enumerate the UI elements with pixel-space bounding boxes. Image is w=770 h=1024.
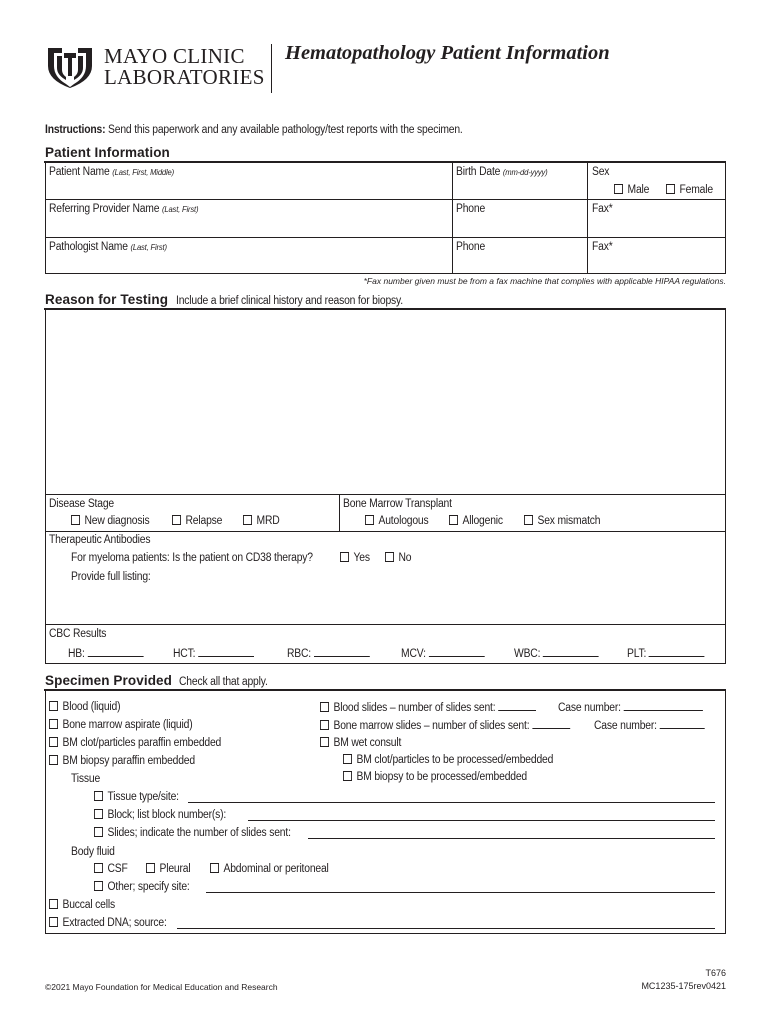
reason-heading-row (45, 291, 428, 309)
blood-checkbox[interactable]: Blood (liquid) (49, 700, 120, 714)
checkbox-icon[interactable] (343, 754, 352, 764)
instructions-label: Instructions: (45, 124, 106, 136)
page-title: Hematopathology Patient Information (285, 42, 610, 64)
bm-clot-proc-checkbox[interactable]: BM clot/particles to be processed/embedded (343, 753, 553, 767)
checkbox-icon[interactable] (614, 184, 623, 194)
checkbox-icon[interactable] (49, 755, 58, 765)
tissue-label: Tissue (71, 773, 101, 785)
brand-line-1: MAYO CLINIC (104, 44, 245, 68)
copyright: ©2021 Mayo Foundation for Medical Education and Research (45, 982, 278, 992)
checkbox-icon[interactable] (49, 737, 58, 747)
dna-field[interactable]: Extracted DNA; source: (49, 916, 167, 930)
other-site-field[interactable]: Other; specify site: (94, 880, 190, 894)
body-fluid-label: Body fluid (71, 846, 115, 858)
specimen-heading-row (45, 672, 278, 690)
brand-name (104, 46, 265, 88)
pathologist-fax-field[interactable]: Fax* (592, 241, 613, 253)
block-line (248, 820, 715, 821)
birth-date-field[interactable]: Birth Date (mm-dd-yyyy) (456, 166, 548, 178)
sex-female-checkbox[interactable]: Female (666, 183, 713, 197)
relapse-checkbox[interactable]: Relapse (172, 514, 222, 528)
slides-field[interactable]: Slides; indicate the number of slides sent: (94, 826, 291, 840)
patient-name-field[interactable]: Patient Name (Last, First, Middle) (49, 166, 174, 178)
bm-aspirate-checkbox[interactable]: Bone marrow aspirate (liquid) (49, 718, 192, 732)
bmt-label: Bone Marrow Transplant (343, 498, 452, 510)
checkbox-icon[interactable] (210, 863, 219, 873)
autologous-checkbox[interactable]: Autologous (365, 514, 428, 528)
bm-clot-checkbox[interactable]: BM clot/particles paraffin embedded (49, 736, 221, 750)
checkbox-icon[interactable] (524, 515, 533, 525)
form-code-2: MC1235-175rev0421 (641, 981, 726, 991)
referring-fax-field[interactable]: Fax* (592, 203, 613, 215)
reason-heading: Reason for Testing (45, 292, 169, 307)
csf-checkbox[interactable]: CSF (94, 862, 128, 876)
referring-provider-field[interactable]: Referring Provider Name (Last, First) (49, 203, 199, 215)
checkbox-icon[interactable] (94, 791, 103, 801)
checkbox-icon[interactable] (449, 515, 458, 525)
slides-line (308, 838, 715, 839)
cd38-yes-checkbox[interactable]: Yes (340, 551, 370, 565)
block-field[interactable]: Block; list block number(s): (94, 808, 226, 822)
bm-wet-checkbox[interactable]: BM wet consult (320, 736, 401, 750)
checkbox-icon[interactable] (172, 515, 181, 525)
checkbox-icon[interactable] (49, 701, 58, 711)
other-site-line (206, 892, 715, 893)
dna-line (177, 928, 715, 929)
pathologist-phone-field[interactable]: Phone (456, 241, 486, 253)
checkbox-icon[interactable] (320, 702, 329, 712)
checkbox-icon[interactable] (365, 515, 374, 525)
checkbox-icon[interactable] (94, 863, 103, 873)
checkbox-icon[interactable] (49, 899, 58, 909)
bm-slides-case-field[interactable]: Case number: (594, 718, 705, 733)
sex-male-checkbox[interactable]: Male (614, 183, 649, 197)
mrd-checkbox[interactable]: MRD (243, 514, 280, 528)
sex-label: Sex (592, 166, 610, 178)
tissue-type-line (188, 802, 715, 803)
header-divider (271, 44, 272, 93)
form-code (641, 967, 726, 993)
sex-mismatch-checkbox[interactable]: Sex mismatch (524, 514, 600, 528)
plt-field[interactable]: PLT: (627, 646, 705, 661)
rbc-field[interactable]: RBC: (287, 646, 370, 661)
patient-info-heading: Patient Information (45, 145, 170, 160)
clinical-history-area[interactable] (46, 310, 725, 494)
bm-biopsy-checkbox[interactable]: BM biopsy paraffin embedded (49, 754, 195, 768)
reason-subheading: Include a brief clinical history and reason for biopsy. (175, 295, 403, 307)
checkbox-icon[interactable] (49, 719, 58, 729)
bm-slides-checkbox[interactable]: Bone marrow slides – number of slides sent: (320, 718, 570, 733)
form-code-1: T676 (705, 968, 726, 978)
specimen-subheading: Check all that apply. (179, 676, 269, 688)
checkbox-icon[interactable] (343, 771, 352, 781)
checkbox-icon[interactable] (385, 552, 394, 562)
checkbox-icon[interactable] (49, 917, 58, 927)
instructions-text: Send this paperwork and any available pathology/test reports with the specimen. (108, 124, 463, 136)
mcv-field[interactable]: MCV: (401, 646, 484, 661)
checkbox-icon[interactable] (146, 863, 155, 873)
checkbox-icon[interactable] (320, 737, 329, 747)
allogenic-checkbox[interactable]: Allogenic (449, 514, 503, 528)
hb-field[interactable]: HB: (68, 646, 143, 661)
pathologist-field[interactable]: Pathologist Name (Last, First) (49, 241, 167, 253)
cbc-label: CBC Results (49, 628, 107, 640)
checkbox-icon[interactable] (71, 515, 80, 525)
checkbox-icon[interactable] (243, 515, 252, 525)
specimen-heading: Specimen Provided (45, 673, 172, 688)
new-diagnosis-checkbox[interactable]: New diagnosis (71, 514, 149, 528)
cd38-no-checkbox[interactable]: No (385, 551, 411, 565)
blood-slides-checkbox[interactable]: Blood slides – number of slides sent: (320, 700, 536, 715)
myeloma-question: For myeloma patients: Is the patient on CD38 therapy? (71, 552, 313, 564)
therapeutic-label: Therapeutic Antibodies (49, 534, 151, 546)
disease-stage-label: Disease Stage (49, 498, 114, 510)
checkbox-icon[interactable] (340, 552, 349, 562)
instructions (45, 123, 463, 137)
checkbox-icon[interactable] (320, 720, 329, 730)
brand-line-2: LABORATORIES (104, 65, 265, 89)
referring-phone-field[interactable]: Phone (456, 203, 486, 215)
mayo-shield-icon (44, 44, 96, 88)
mayo-logo (44, 44, 96, 88)
fax-note: *Fax number given must be from a fax machine that complies with applicable HIPAA regulations. (363, 276, 726, 286)
checkbox-icon[interactable] (94, 881, 103, 891)
checkbox-icon[interactable] (94, 827, 103, 837)
blood-slides-case-field[interactable]: Case number: (558, 700, 703, 715)
checkbox-icon[interactable] (94, 809, 103, 819)
pleural-checkbox[interactable]: Pleural (146, 862, 190, 876)
buccal-checkbox[interactable]: Buccal cells (49, 898, 115, 912)
checkbox-icon[interactable] (666, 184, 675, 194)
wbc-field[interactable]: WBC: (514, 646, 599, 661)
full-listing-field[interactable]: Provide full listing: (71, 571, 151, 583)
bm-biopsy-proc-checkbox[interactable]: BM biopsy to be processed/embedded (343, 770, 527, 784)
hct-field[interactable]: HCT: (173, 646, 254, 661)
abdominal-checkbox[interactable]: Abdominal or peritoneal (210, 862, 329, 876)
tissue-type-field[interactable]: Tissue type/site: (94, 790, 179, 804)
